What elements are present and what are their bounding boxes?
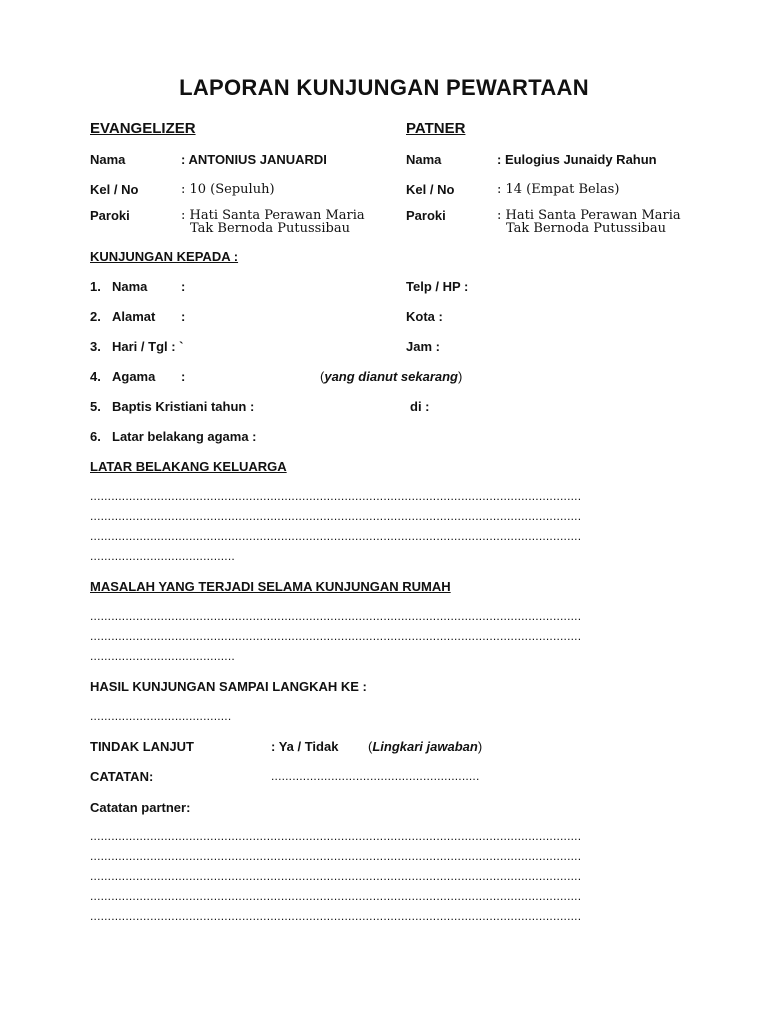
list-item-number: 2. [90, 309, 101, 324]
dotted-line: ........................................................................................................................................... [90, 909, 582, 923]
dotted-line: ........................................................................................................................................... [90, 609, 582, 623]
alamat-colon: : [181, 309, 186, 324]
tindak-lanjut-value: : Ya / Tidak [271, 739, 339, 754]
evangelizer-paroki-label: Paroki [90, 208, 130, 223]
alamat-label: Alamat [112, 309, 156, 324]
list-item-number: 6. [90, 429, 101, 444]
dotted-line: ........................................................................................................................................... [90, 829, 582, 843]
evangelizer-kel-label: Kel / No [90, 182, 139, 197]
partner-nama-label: Nama [406, 152, 442, 167]
kota-label: Kota : [406, 309, 443, 324]
evangelizer-kel-value: : 10 (Sepuluh) [181, 182, 275, 197]
evangelizer-heading: EVANGELIZER [90, 120, 196, 137]
kunjungan-heading: KUNJUNGAN KEPADA : [90, 249, 239, 264]
dotted-line: ........................................................................................................................................... [90, 529, 582, 543]
masalah-heading: MASALAH YANG TERJADI SELAMA KUNJUNGAN RUMAH [90, 579, 451, 594]
evangelizer-paroki-line2: Tak Bernoda Putussibau [190, 221, 350, 236]
tindak-lanjut-label: TINDAK LANJUT [90, 739, 194, 754]
agama-colon: : [181, 369, 186, 384]
page-title: LAPORAN KUNJUNGAN PEWARTAAN [179, 75, 589, 100]
evangelizer-nama-label: Nama [90, 152, 126, 167]
dotted-line: ........................................ [90, 709, 232, 723]
hasil-heading: HASIL KUNJUNGAN SAMPAI LANGKAH KE : [90, 679, 367, 694]
jam-label: Jam : [406, 339, 440, 354]
agama-note: (yang dianut sekarang) [320, 369, 463, 384]
latar-agama-label: Latar belakang agama : [112, 429, 257, 444]
di-label: di : [410, 399, 430, 414]
catatan-partner-label: Catatan partner: [90, 800, 191, 815]
partner-paroki-label: Paroki [406, 208, 446, 223]
latar-keluarga-heading: LATAR BELAKANG KELUARGA [90, 459, 287, 474]
dotted-line: ......................................... [90, 649, 235, 663]
list-item-number: 1. [90, 279, 101, 294]
partner-nama-value: : Eulogius Junaidy Rahun [497, 152, 657, 167]
telp-label: Telp / HP : [406, 279, 469, 294]
partner-kel-label: Kel / No [406, 182, 455, 197]
dotted-line: ........................................................................................................................................... [90, 849, 582, 863]
agama-label: Agama [112, 369, 156, 384]
hari-tgl-label: Hari / Tgl : ` [112, 339, 184, 354]
partner-paroki-line1: : Hati Santa Perawan Maria [497, 208, 681, 223]
baptis-label: Baptis Kristiani tahun : [112, 399, 255, 414]
nama-label: Nama [112, 279, 148, 294]
dotted-line: ........................................................... [271, 769, 480, 783]
dotted-line: ........................................................................................................................................... [90, 629, 582, 643]
evangelizer-paroki-line1: : Hati Santa Perawan Maria [181, 208, 365, 223]
tindak-lanjut-note: (Lingkari jawaban) [368, 739, 483, 754]
partner-paroki-line2: Tak Bernoda Putussibau [506, 221, 666, 236]
nama-colon: : [181, 279, 186, 294]
list-item-number: 5. [90, 399, 101, 414]
dotted-line: ........................................................................................................................................... [90, 489, 582, 503]
dotted-line: ......................................... [90, 549, 235, 563]
dotted-line: ........................................................................................................................................... [90, 889, 582, 903]
list-item-number: 3. [90, 339, 101, 354]
evangelizer-nama-value: : ANTONIUS JANUARDI [181, 152, 327, 167]
partner-heading: PATNER [406, 120, 466, 137]
dotted-line: ........................................................................................................................................... [90, 509, 582, 523]
dotted-line: ........................................................................................................................................... [90, 869, 582, 883]
list-item-number: 4. [90, 369, 101, 384]
partner-kel-value: : 14 (Empat Belas) [497, 182, 620, 197]
catatan-label: CATATAN: [90, 769, 154, 784]
